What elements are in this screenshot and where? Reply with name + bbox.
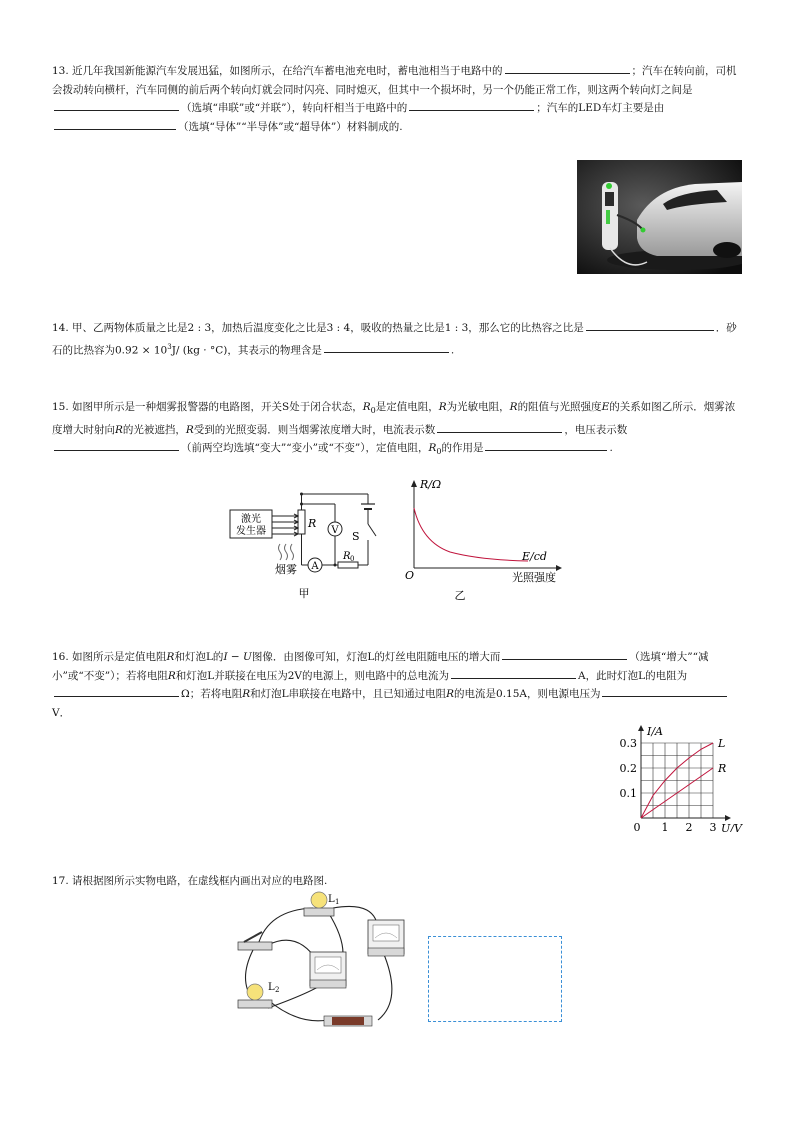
x-tick-label: 2 (685, 821, 693, 832)
voltmeter-device (310, 952, 346, 988)
q14-blank-2[interactable] (324, 341, 449, 353)
q17-number: 17. (52, 875, 69, 887)
q15-blank-3[interactable] (485, 439, 607, 451)
l1-label: L (328, 894, 335, 905)
figure-yi-caption: 乙 (454, 589, 466, 602)
q15-blank-1[interactable] (437, 421, 562, 433)
physical-circuit (228, 890, 418, 1030)
q13-blank-2[interactable] (54, 99, 179, 111)
q16-blank-1[interactable] (502, 648, 627, 660)
q16-blank-3[interactable] (54, 685, 179, 697)
q13-blank-3[interactable] (409, 99, 534, 111)
switch-device (238, 932, 272, 950)
smoke-alarm-circuit (228, 480, 388, 600)
x-tick-label: 3 (709, 821, 717, 832)
q14-number: 14. (52, 322, 69, 334)
answer-drawing-box[interactable] (428, 936, 562, 1022)
x-axis-label: E/cd (522, 550, 547, 563)
figure-jia-caption: 甲 (298, 587, 310, 600)
origin-label: 0 (633, 821, 641, 832)
q13-blank-4[interactable] (54, 118, 176, 130)
y-tick-label: 0.3 (619, 737, 637, 750)
ammeter-device (368, 920, 404, 956)
iu-chart (615, 718, 745, 832)
q13-blank-1[interactable] (505, 62, 630, 74)
smoke-label: 烟雾 (275, 563, 297, 576)
svg-text:2: 2 (275, 986, 280, 994)
svg-text:1: 1 (335, 898, 340, 906)
series-label-L: L (718, 737, 726, 750)
y-tick-label: 0.2 (619, 762, 637, 775)
question-15: 15. 如图甲所示是一种烟雾报警器的电路图，开关S处于闭合状态，$R_0$是定值电阻，R为光敏电阻，R的阻值与光照强度E的关系如图乙所示．烟雾浓度增大时射向R的光被遮挡，R受到的光照变弱．则当烟雾浓度增大时，电流表示数 ，电压表示数（前两空均选填“变大”“变小”或“不变”），定值电阻，$R_0$的作用是 . (52, 401, 736, 457)
question-13: 13. 近几年我国新能源汽车发展迅猛，如图所示，在给汽车蓄电池充电时，蓄电池相当于电路中的 ；汽车在转向前，司机会拨动转向横杆，汽车同侧的前后两个转向灯就会同时闪亮、同时熄灭，但其中一个损坏时，另一个仍能正常工作，则这两个转向灯之间是（选填“串联”或“并联”），转向杆相当于电路中的 ；汽车的LED车灯主要是由（选填“导体”“半导体”或“超导体”）材料制成的. (52, 62, 742, 136)
switch-label: S (352, 530, 360, 543)
voltmeter-label: V (331, 525, 339, 536)
q13-number: 13. (52, 65, 69, 77)
x-axis-name: 光照强度 (512, 571, 556, 584)
q15-blank-2[interactable] (54, 439, 179, 451)
q16-blank-4[interactable] (602, 685, 727, 697)
r-label: R (308, 517, 317, 530)
x-arrow (725, 815, 731, 821)
q15-number: 15. (52, 401, 69, 413)
x-tick-label: 1 (661, 821, 669, 832)
question-16: 16. 如图所示是定值电阻R和灯泡L的I − U图像．由图像可知，灯泡L的灯丝电阻随电压的增大而 （选填“增大”“减小”或“不变”）；若将电阻R和灯泡L并联接在电压为2V的电源上，则电路中的总电流为 A，此时灯泡L的电阻为Ω；若将电阻R和灯泡L串联接在电路中，且已知通过电阻R的电流是0.15A，则电源电压为V． (52, 648, 742, 722)
resistance-curve (414, 508, 528, 561)
resistance-light-graph (400, 476, 570, 604)
y-axis-label: R/Ω (420, 478, 442, 491)
series-label-R: R (718, 762, 727, 775)
battery-device (324, 1016, 372, 1026)
question-17: 17. 请根据图所示实物电路，在虚线框内画出对应的电路图. (52, 875, 328, 887)
q16-blank-2[interactable] (451, 667, 576, 679)
ammeter-label: A (311, 561, 319, 572)
question-14: 14. 甲、乙两物体质量之比是2 : 3，加热后温度变化之比是3 : 4，吸收的热量之比是1 : 3，那么它的比热容之比是 ．砂石的比热容为$0.92 \times 10^3J/$ (kg · °C)，其表示的物理含是 . (52, 319, 742, 360)
bulb-l2 (238, 984, 272, 1008)
l2-label: L (268, 982, 275, 993)
ev-charging-photo (577, 160, 742, 274)
q16-number: 16. (52, 651, 69, 663)
laser-label: 激光 (241, 514, 261, 525)
x-axis-label: U/V (721, 822, 742, 832)
laser-label-2: 发生器 (236, 526, 266, 537)
q14-blank-1[interactable] (586, 319, 714, 331)
r0-label: R (343, 551, 351, 562)
svg-text:0: 0 (350, 555, 355, 563)
y-arrow (638, 725, 644, 731)
y-tick-label: 0.1 (619, 787, 637, 800)
origin-label: O (405, 569, 415, 582)
y-axis-label: I/A (647, 725, 663, 738)
